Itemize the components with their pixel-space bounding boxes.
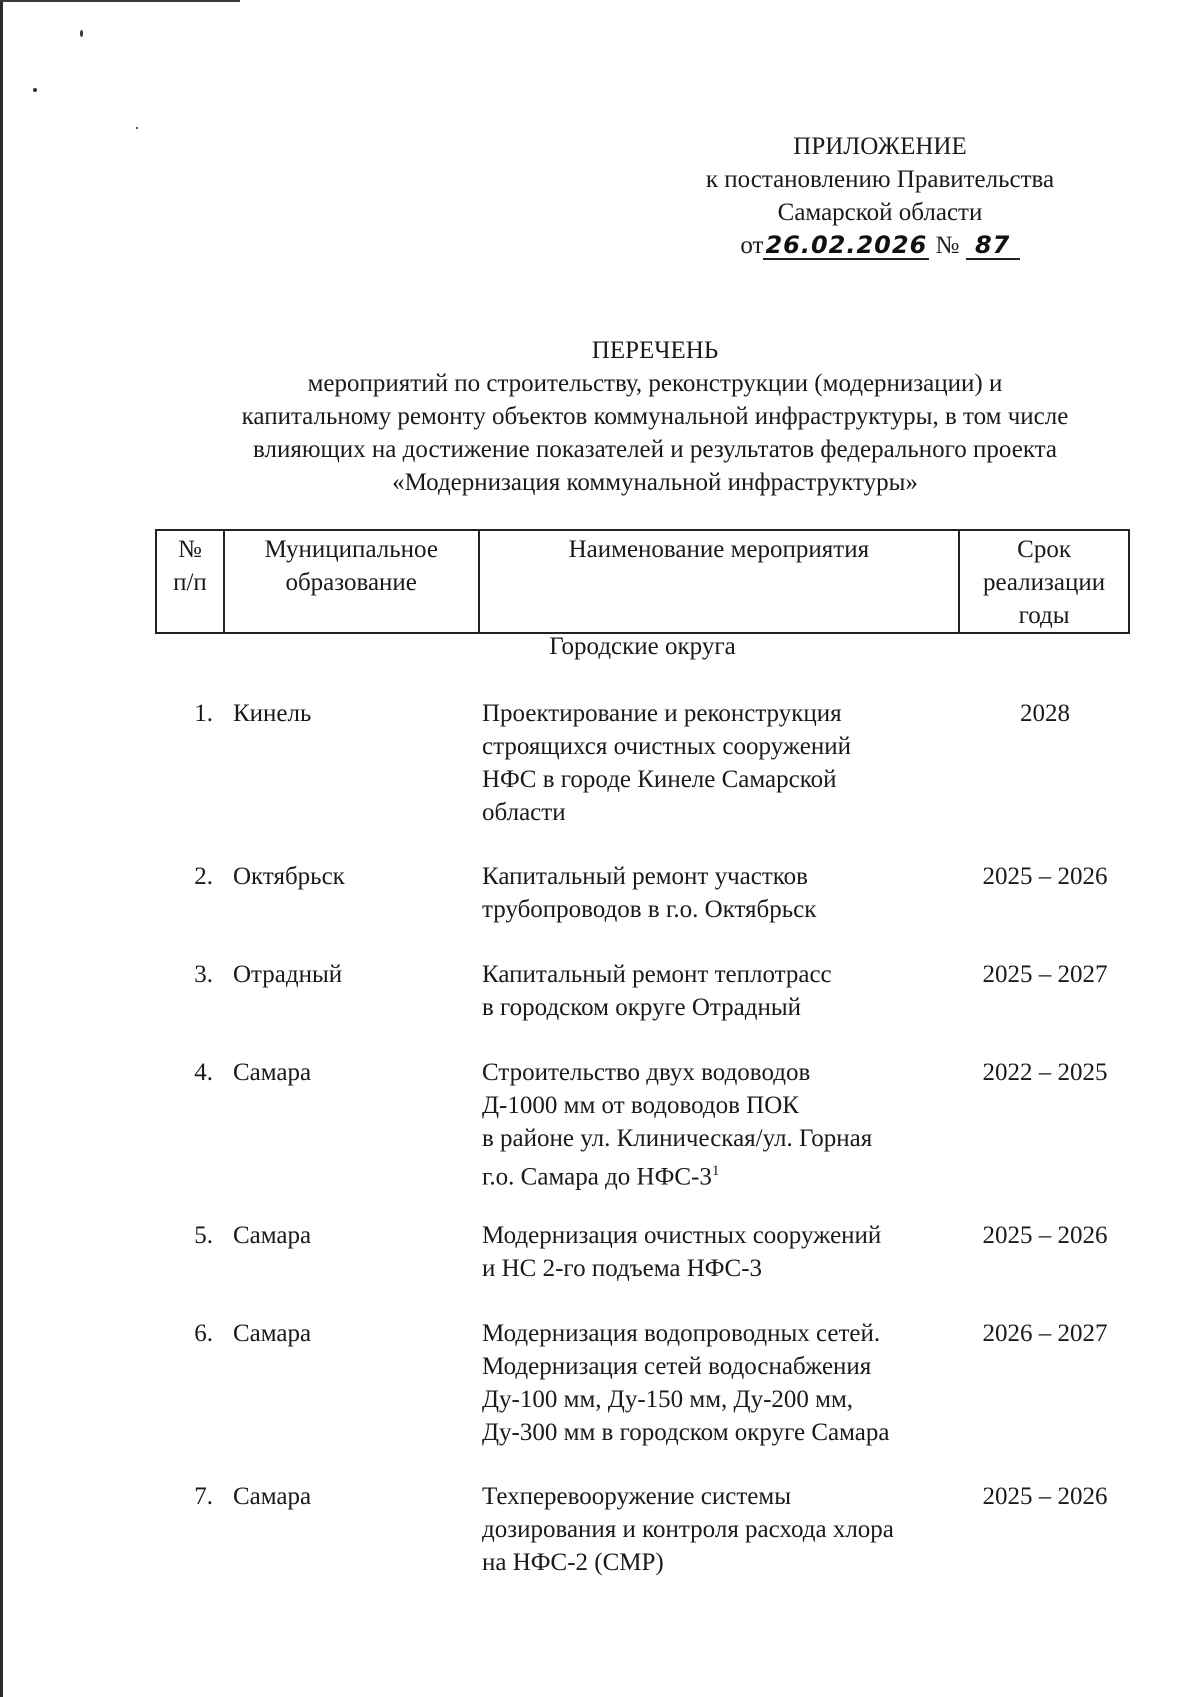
appendix-header	[640, 130, 1120, 262]
measure-line-text: г.о. Самара до НФС-3	[482, 1163, 712, 1191]
row-measure	[482, 958, 962, 1024]
row-measure	[482, 1480, 962, 1579]
handwritten-number: 87	[966, 232, 1020, 260]
row-term: 2025 – 2026	[982, 1483, 1108, 1510]
row-measure	[482, 1056, 962, 1193]
measure-line: трубопроводов в г.о. Октябрьск	[482, 896, 817, 923]
measure-line: в городском округе Отрадный	[482, 994, 801, 1021]
row-number: 6.	[194, 1320, 213, 1347]
date-prefix: от	[740, 232, 764, 259]
header-municipality-line: Муниципальное	[264, 536, 438, 563]
header-num	[156, 530, 224, 633]
row-term: 2025 – 2027	[982, 961, 1108, 988]
row-measure	[482, 1317, 962, 1449]
header-term-line: годы	[1018, 602, 1070, 629]
document-title-block	[140, 334, 1170, 499]
row-municipality: Самара	[233, 1320, 312, 1347]
footnote-marker: 1	[711, 1163, 720, 1179]
header-municipality-line: образование	[285, 569, 417, 596]
number-prefix: №	[935, 232, 960, 259]
measure-line: Проектирование и реконструкция	[482, 700, 842, 727]
measure-line: Ду-300 мм в городском округе Самара	[482, 1419, 890, 1446]
appendix-title: ПРИЛОЖЕНИЕ	[793, 133, 967, 160]
scan-edge	[0, 0, 3, 1697]
appendix-line: Самарской области	[777, 199, 983, 226]
row-measure	[482, 1219, 962, 1285]
measure-line: области	[482, 799, 566, 826]
section-title: Городские округа	[549, 633, 736, 660]
scan-speck	[136, 127, 138, 129]
header-measure-line: Наименование мероприятия	[568, 536, 870, 563]
row-number: 1.	[194, 700, 213, 727]
row-number: 7.	[194, 1483, 213, 1510]
measure-line: и НС 2-го подъема НФС-3	[482, 1255, 763, 1282]
row-measure	[482, 697, 962, 829]
document-subtitle-line: капитальному ремонту объектов коммунальной инфраструктуры, в том числе	[241, 403, 1069, 430]
document-subtitle-line: «Модернизация коммунальной инфраструктуры»	[392, 469, 918, 496]
measure-line: на НФС-2 (СМР)	[482, 1549, 664, 1576]
row-term: 2025 – 2026	[982, 1222, 1108, 1249]
row-municipality: Самара	[233, 1059, 312, 1086]
measure-line: Ду-100 мм, Ду-150 мм, Ду-200 мм,	[482, 1386, 854, 1413]
table-header-row	[156, 530, 1129, 633]
table-header	[155, 529, 1130, 634]
header-num-line: п/п	[173, 569, 207, 596]
handwritten-date: 26.02.2026	[765, 231, 928, 259]
row-number: 3.	[194, 961, 213, 988]
row-number: 5.	[194, 1222, 213, 1249]
row-number: 2.	[194, 863, 213, 890]
row-term: 2026 – 2027	[982, 1320, 1108, 1347]
document-subtitle-line: мероприятий по строительству, реконструкции (модернизации) и	[307, 370, 1003, 397]
header-term-line: Срок	[1017, 536, 1071, 563]
row-municipality: Октябрьск	[233, 863, 345, 890]
row-term: 2022 – 2025	[982, 1059, 1108, 1086]
measure-line: Модернизация очистных сооружений	[482, 1222, 882, 1249]
scan-edge	[0, 0, 240, 2]
header-municipality	[224, 530, 479, 633]
row-measure	[482, 860, 962, 926]
measure-line: дозирования и контроля расхода хлора	[482, 1516, 894, 1543]
document-title: ПЕРЕЧЕНЬ	[591, 337, 719, 364]
header-num-line: №	[177, 536, 202, 563]
row-municipality: Отрадный	[233, 961, 343, 988]
appendix-line: к постановлению Правительства	[705, 166, 1055, 193]
scan-speck	[33, 88, 37, 92]
row-term: 2025 – 2026	[982, 863, 1108, 890]
measure-line: Капитальный ремонт участков	[482, 863, 808, 890]
measure-line: строящихся очистных сооружений	[482, 733, 851, 760]
header-measure	[479, 530, 960, 633]
scan-speck	[80, 30, 83, 37]
row-municipality: Самара	[233, 1483, 312, 1510]
header-term	[959, 530, 1129, 633]
measure-line: Техперевооружение системы	[482, 1483, 791, 1510]
measure-line	[482, 1155, 962, 1193]
measure-line: Капитальный ремонт теплотрасс	[482, 961, 832, 988]
measure-line: НФС в городе Кинеле Самарской	[482, 766, 837, 793]
measure-line: Модернизация водопроводных сетей.	[482, 1320, 881, 1347]
measure-line: в районе ул. Клиническая/ул. Горная	[482, 1125, 873, 1152]
row-term: 2028	[1020, 700, 1070, 727]
measure-line: Модернизация сетей водоснабжения	[482, 1353, 872, 1380]
header-term-line: реализации	[982, 569, 1106, 596]
measure-line: Строительство двух водоводов	[482, 1059, 811, 1086]
row-municipality: Самара	[233, 1222, 312, 1249]
row-municipality: Кинель	[233, 700, 312, 727]
row-number: 4.	[194, 1059, 213, 1086]
measure-line: Д-1000 мм от водоводов ПОК	[482, 1092, 799, 1119]
document-subtitle-line: влияющих на достижение показателей и результатов федерального проекта	[253, 436, 1057, 463]
appendix-order-line	[640, 229, 1120, 262]
